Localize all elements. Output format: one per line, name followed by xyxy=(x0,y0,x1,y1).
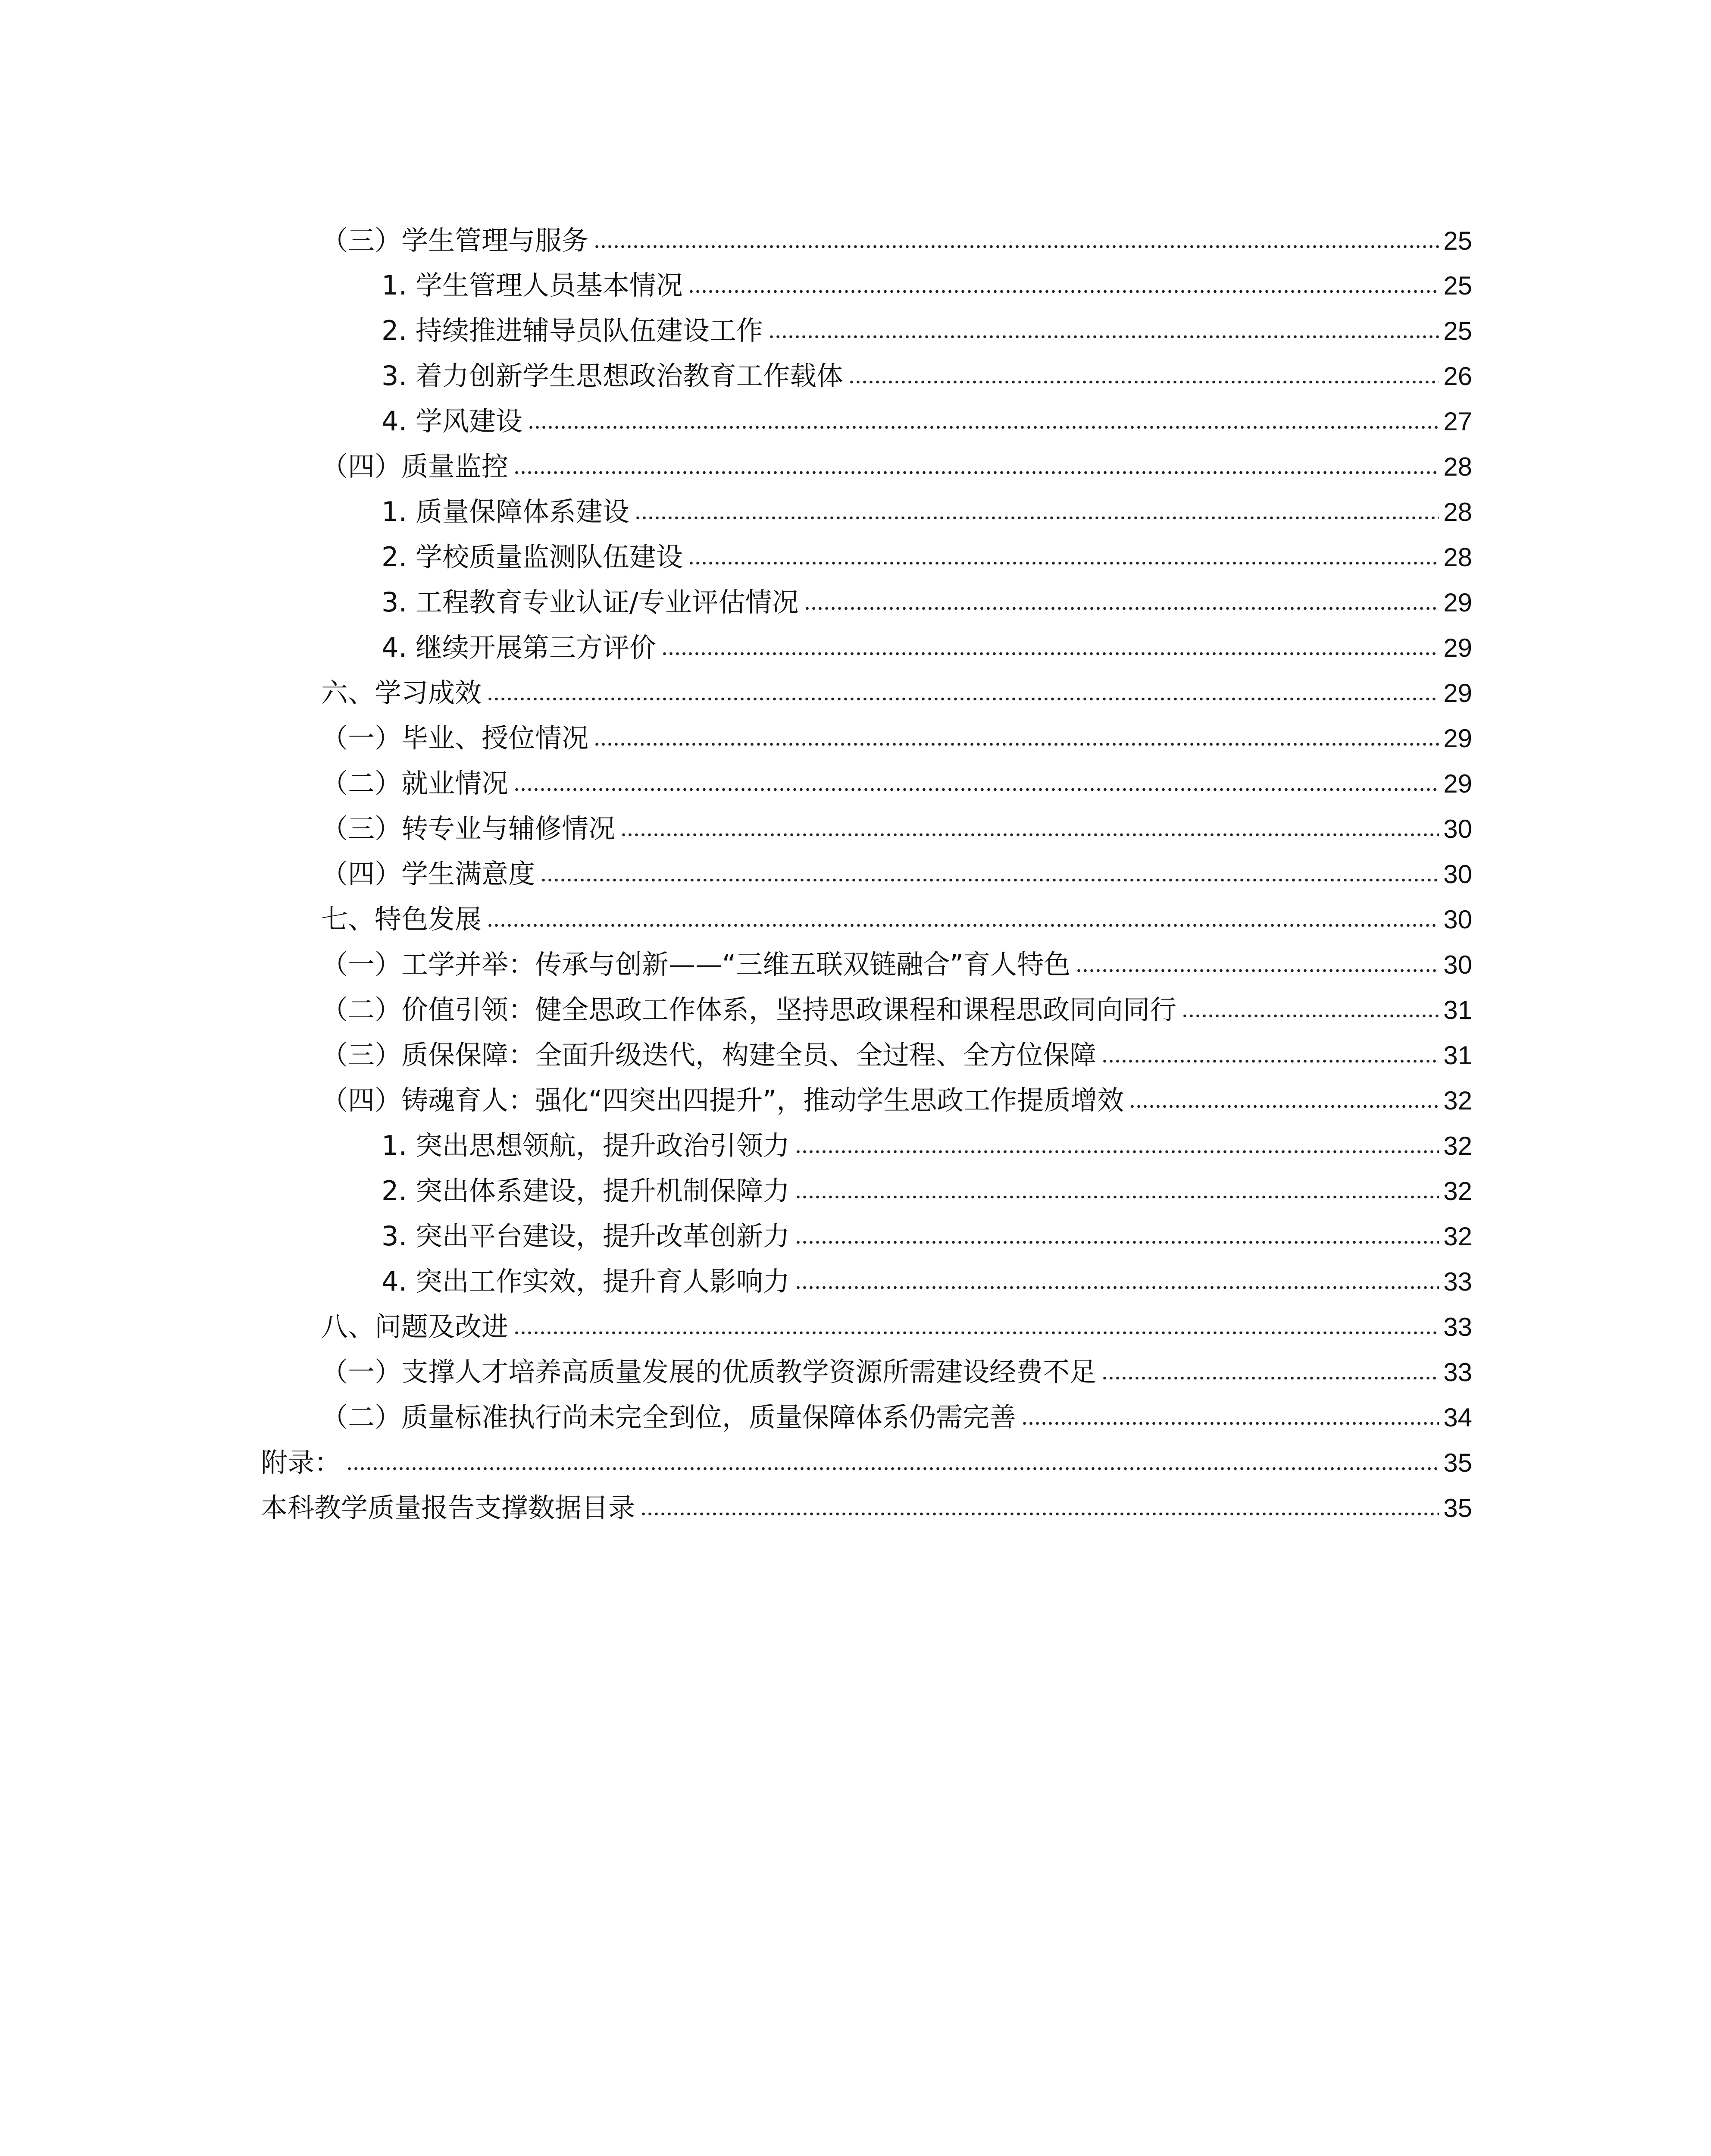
toc-entry-title: （二）就业情况 xyxy=(321,768,509,799)
toc-entry-page: 35 xyxy=(1443,1448,1472,1477)
toc-entry-title: （二）价值引领：健全思政工作体系，坚持思政课程和课程思政同向同行 xyxy=(321,994,1177,1025)
toc-dot-leader xyxy=(528,425,1439,429)
toc-entry-title: 2. 持续推进辅导员队伍建设工作 xyxy=(382,315,763,346)
toc-entry-page: 29 xyxy=(1443,679,1472,708)
toc-entry-page: 30 xyxy=(1443,860,1472,889)
toc-entry-title: 3. 着力创新学生思想政治教育工作载体 xyxy=(382,360,843,392)
toc-entry[interactable] xyxy=(261,1476,1472,1521)
toc-entry-page: 32 xyxy=(1443,1222,1472,1251)
toc-entry-page: 29 xyxy=(1443,588,1472,617)
toc-dot-leader xyxy=(594,742,1439,746)
toc-entry-title: 七、特色发展 xyxy=(321,903,482,935)
toc-dot-leader xyxy=(688,289,1439,294)
toc-entry-page: 33 xyxy=(1443,1358,1472,1387)
toc-entry-title: 4. 继续开展第三方评价 xyxy=(382,632,656,663)
toc-dot-leader xyxy=(795,1195,1439,1199)
toc-entry-title: 六、学习成效 xyxy=(321,677,482,708)
toc-entry[interactable] xyxy=(321,209,1472,254)
toc-entry[interactable] xyxy=(261,1431,1472,1476)
toc-entry[interactable] xyxy=(321,933,1472,978)
toc-dot-leader xyxy=(1129,1104,1439,1109)
toc-entry[interactable] xyxy=(382,480,1472,525)
toc-dot-leader xyxy=(661,652,1439,656)
toc-dot-leader xyxy=(640,1512,1439,1516)
toc-entry-page: 29 xyxy=(1443,724,1472,753)
toc-entry-page: 27 xyxy=(1443,407,1472,436)
toc-entry-title: 3. 工程教育专业认证/专业评估情况 xyxy=(382,586,799,618)
toc-entry-page: 33 xyxy=(1443,1267,1472,1296)
toc-dot-leader xyxy=(487,923,1439,928)
toc-entry-title: 4. 突出工作实效，提升育人影响力 xyxy=(382,1266,790,1297)
toc-dot-leader xyxy=(1021,1421,1439,1426)
toc-entry-page: 31 xyxy=(1443,996,1472,1025)
toc-entry-page: 33 xyxy=(1443,1313,1472,1341)
toc-entry-title: （二）质量标准执行尚未完全到位，质量保障体系仍需完善 xyxy=(321,1401,1017,1433)
toc-dot-leader xyxy=(1101,1376,1439,1380)
toc-entry-title: （三）转专业与辅修情况 xyxy=(321,813,616,844)
toc-entry[interactable] xyxy=(382,299,1472,344)
toc-entry-title: （一）工学并举：传承与创新——“三维五联双链融合”育人特色 xyxy=(321,949,1071,980)
toc-entry-title: 1. 突出思想领航，提升政治引领力 xyxy=(382,1130,790,1161)
toc-entry[interactable] xyxy=(382,616,1472,661)
toc-entry[interactable] xyxy=(382,1159,1472,1204)
toc-entry-page: 35 xyxy=(1443,1494,1472,1523)
toc-entry-page: 32 xyxy=(1443,1086,1472,1115)
toc-entry-page: 28 xyxy=(1443,543,1472,572)
toc-entry[interactable] xyxy=(382,1250,1472,1295)
toc-entry[interactable] xyxy=(321,797,1472,842)
toc-entry[interactable] xyxy=(382,1114,1472,1159)
toc-entry[interactable] xyxy=(321,978,1472,1023)
toc-entry[interactable] xyxy=(321,1295,1472,1340)
toc-entry-page: 30 xyxy=(1443,905,1472,934)
toc-entry-page: 30 xyxy=(1443,950,1472,979)
toc-entry-page: 26 xyxy=(1443,362,1472,391)
toc-entry-title: 4. 学风建设 xyxy=(382,405,522,437)
toc-dot-leader xyxy=(804,606,1439,611)
toc-entry-page: 28 xyxy=(1443,498,1472,526)
toc-entry[interactable] xyxy=(382,390,1472,435)
toc-dot-leader xyxy=(635,516,1439,520)
toc-dot-leader xyxy=(1101,1059,1439,1063)
toc-entry[interactable] xyxy=(382,1205,1472,1250)
toc-dot-leader xyxy=(795,1240,1439,1244)
toc-entry-title: （三）学生管理与服务 xyxy=(321,225,589,256)
toc-entry-title: 3. 突出平台建设，提升改革创新力 xyxy=(382,1220,790,1252)
toc-entry-page: 31 xyxy=(1443,1041,1472,1070)
toc-entry-title: 本科教学质量报告支撑数据目录 xyxy=(261,1492,635,1523)
toc-entry[interactable] xyxy=(321,1386,1472,1431)
toc-entry-title: 八、问题及改进 xyxy=(321,1311,509,1342)
toc-entry-page: 30 xyxy=(1443,815,1472,843)
toc-dot-leader xyxy=(513,1331,1439,1335)
toc-entry-page: 25 xyxy=(1443,226,1472,255)
toc-entry-title: 1. 质量保障体系建设 xyxy=(382,496,629,527)
toc-entry-title: （四）质量监控 xyxy=(321,451,509,482)
toc-entry-title: （一）支撑人才培养高质量发展的优质教学资源所需建设经费不足 xyxy=(321,1356,1097,1388)
toc-dot-leader xyxy=(1076,968,1439,973)
toc-dot-leader xyxy=(1182,1014,1439,1018)
toc-entry-page: 29 xyxy=(1443,633,1472,662)
toc-entry[interactable] xyxy=(321,843,1472,890)
toc-dot-leader xyxy=(346,1467,1439,1471)
toc-entry[interactable] xyxy=(382,571,1472,616)
toc-entry-page: 32 xyxy=(1443,1131,1472,1160)
toc-entry-title: （一）毕业、授位情况 xyxy=(321,722,589,754)
toc-entry-page: 34 xyxy=(1443,1403,1472,1432)
toc-entry[interactable] xyxy=(321,707,1472,752)
toc-entry-page: 28 xyxy=(1443,452,1472,481)
toc-entry[interactable] xyxy=(321,435,1472,480)
toc-entry-title: （四）铸魂育人：强化“四突出四提升”，推动学生思政工作提质增效 xyxy=(321,1084,1124,1116)
toc-entry-page: 25 xyxy=(1443,317,1472,345)
toc-entry[interactable] xyxy=(382,345,1472,392)
toc-entry[interactable] xyxy=(321,888,1472,933)
toc-entry[interactable] xyxy=(321,752,1472,797)
toc-dot-leader xyxy=(513,470,1439,475)
toc-dot-leader xyxy=(795,1150,1439,1154)
toc-entry-title: （三）质保保障：全面升级迭代，构建全员、全过程、全方位保障 xyxy=(321,1039,1097,1071)
toc-entry[interactable] xyxy=(321,1024,1472,1069)
toc-dot-leader xyxy=(848,380,1439,384)
toc-entry[interactable] xyxy=(321,1069,1472,1114)
toc-entry[interactable] xyxy=(382,254,1472,299)
toc-entry-page: 29 xyxy=(1443,769,1472,798)
toc-entry-title: 1. 学生管理人员基本情况 xyxy=(382,270,683,301)
toc-dot-leader xyxy=(620,833,1439,837)
toc-dot-leader xyxy=(768,335,1439,339)
toc-entry[interactable] xyxy=(382,526,1472,573)
toc-dot-leader xyxy=(540,878,1439,882)
toc-entry[interactable] xyxy=(321,661,1472,706)
toc-entry-title: 附录： xyxy=(261,1447,341,1478)
toc-dot-leader xyxy=(795,1285,1439,1290)
toc-entry-title: 2. 学校质量监测队伍建设 xyxy=(382,541,683,573)
toc-entry-title: 2. 突出体系建设，提升机制保障力 xyxy=(382,1175,790,1206)
toc-dot-leader xyxy=(487,697,1439,701)
toc-dot-leader xyxy=(688,561,1439,565)
toc-entry[interactable] xyxy=(321,1341,1472,1388)
toc-entry-page: 32 xyxy=(1443,1177,1472,1206)
toc-entry-page: 25 xyxy=(1443,271,1472,300)
toc-entry-title: （四）学生满意度 xyxy=(321,858,535,890)
toc-dot-leader xyxy=(513,787,1439,792)
toc-dot-leader xyxy=(594,244,1439,249)
